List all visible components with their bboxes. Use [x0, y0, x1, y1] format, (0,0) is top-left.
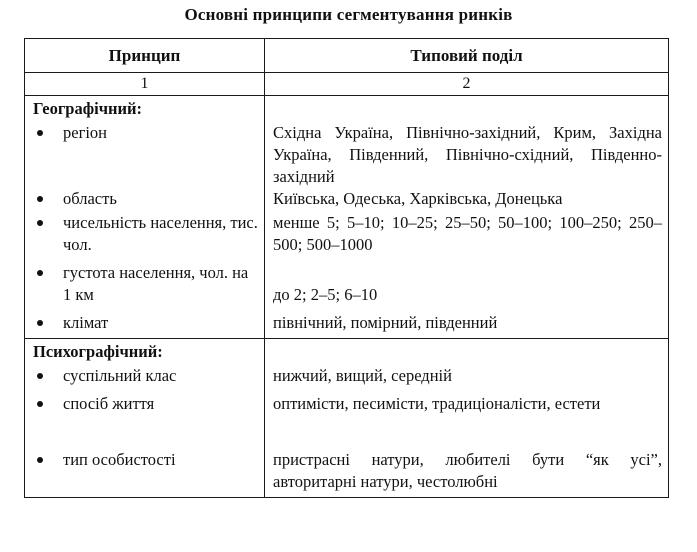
- list-item: клімат: [33, 312, 258, 334]
- column-number-row: [25, 73, 669, 96]
- principle-text: густота населення, чол. на 1 км: [63, 263, 249, 304]
- section-geographic-divisions: [265, 96, 669, 339]
- segmentation-table: [24, 38, 669, 498]
- section-psychographic-divisions: [265, 339, 669, 498]
- list-item: область: [33, 188, 258, 210]
- column-number-2: 2: [265, 73, 669, 96]
- section-geographic-principles: [25, 96, 265, 339]
- division-text: Київська, Одеська, Харківська, Донецька: [273, 189, 563, 208]
- section-geographic: [25, 96, 669, 339]
- division-text: нижчий, вищий, середній: [273, 366, 452, 385]
- section-psychographic-principles: [25, 339, 265, 498]
- list-item: суспільний клас: [33, 365, 258, 393]
- section-title: Психографічний:: [33, 342, 163, 361]
- list-item: [33, 212, 258, 262]
- section-psychographic: [25, 339, 669, 498]
- header-row: [25, 39, 669, 73]
- list-item: [33, 262, 258, 312]
- division-text: оптимісти, песимісти, традиціоналісти, естети: [273, 394, 601, 413]
- column-number-1: 1: [25, 73, 265, 96]
- section-title: Географічний:: [33, 99, 143, 118]
- list-item: регіон: [33, 122, 258, 188]
- division-text: менше 5; 5–10; 10–25; 25–50; 50–100; 100–250; 250–500; 500–1000: [273, 213, 662, 254]
- division-text: пристрасні натури, любителі бути “як усі”, авторитарні натури, честолюбні: [273, 450, 662, 491]
- principle-text: чисельність населення, тис. чол.: [63, 213, 258, 254]
- division-text: до 2; 2–5; 6–10: [273, 285, 378, 304]
- division-text: Східна Україна, Північно-західний, Крим, Західна Україна, Південний, Північно-східний, Південно-західний: [273, 123, 662, 186]
- list-item: спосіб життя: [33, 393, 258, 449]
- list-item: тип особистості: [33, 449, 258, 493]
- column-header-division: Типовий поділ: [265, 39, 669, 73]
- column-header-principle: Принцип: [25, 39, 265, 73]
- page-title: Основні принципи сегментування ринків: [184, 5, 513, 24]
- division-text: північний, помірний, південний: [273, 313, 498, 332]
